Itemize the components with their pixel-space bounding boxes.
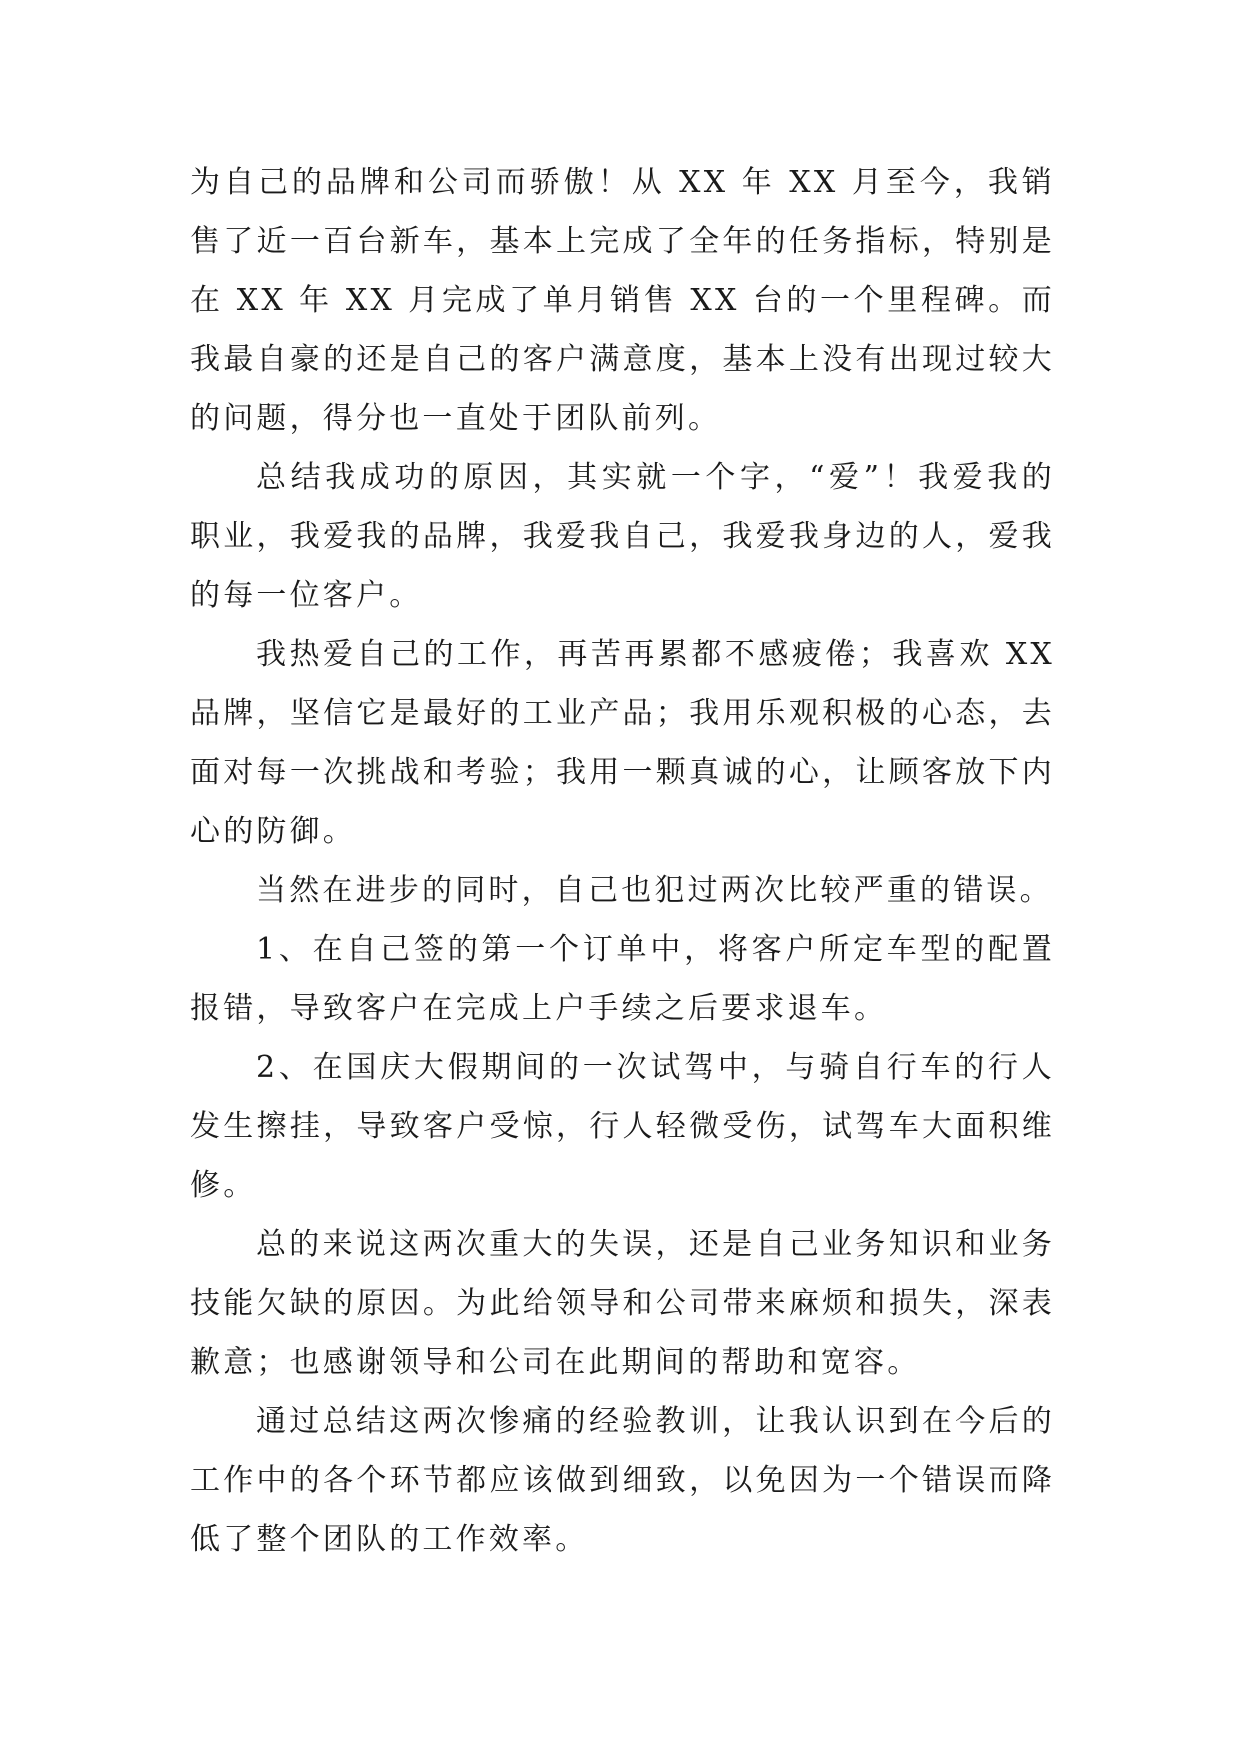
paragraph-success-reason: 总结我成功的原因，其实就一个字，“爱”！我爱我的职业，我爱我的品牌，我爱我自己，我爱我身边的人，爱我的每一位客户。: [190, 460, 1055, 613]
paragraph-love-work: 我热爱自己的工作，再苦再累都不感疲倦；我喜欢 XX 品牌，坚信它是最好的工业产品；我用乐观积极的心态，去面对每一次挑战和考验；我用一颗真诚的心，让顾客放下内心的防御。: [190, 637, 1055, 849]
paragraph-summary: 总的来说这两次重大的失误，还是自己业务知识和业务技能欠缺的原因。为此给领导和公司带来麻烦和损失，深表歉意；也感谢领导和公司在此期间的帮助和宽容。: [190, 1227, 1055, 1380]
document-body: [190, 153, 1055, 1569]
paragraph-lessons: 通过总结这两次惨痛的经验教训，让我认识到在今后的工作中的各个环节都应该做到细致，以免因为一个错误而降低了整个团队的工作效率。: [190, 1404, 1055, 1557]
paragraph-mistake-2: 2、在国庆大假期间的一次试驾中，与骑自行车的行人发生擦挂，导致客户受惊，行人轻微受伤，试驾车大面积维修。: [190, 1050, 1055, 1203]
paragraph-mistakes-intro: 当然在进步的同时，自己也犯过两次比较严重的错误。: [256, 873, 1053, 908]
paragraph-continued: 为自己的品牌和公司而骄傲！从 XX 年 XX 月至今，我销售了近一百台新车，基本上完成了全年的任务指标，特别是在 XX 年 XX 月完成了单月销售 XX 台的一个里程碑。而我最自豪的还是自己的客户满意度，基本上没有出现过较大的问题，得分也一直处于团队前列。: [190, 165, 1055, 436]
paragraph-mistake-1: 1、在自己签的第一个订单中，将客户所定车型的配置报错，导致客户在完成上户手续之后要求退车。: [190, 932, 1055, 1026]
